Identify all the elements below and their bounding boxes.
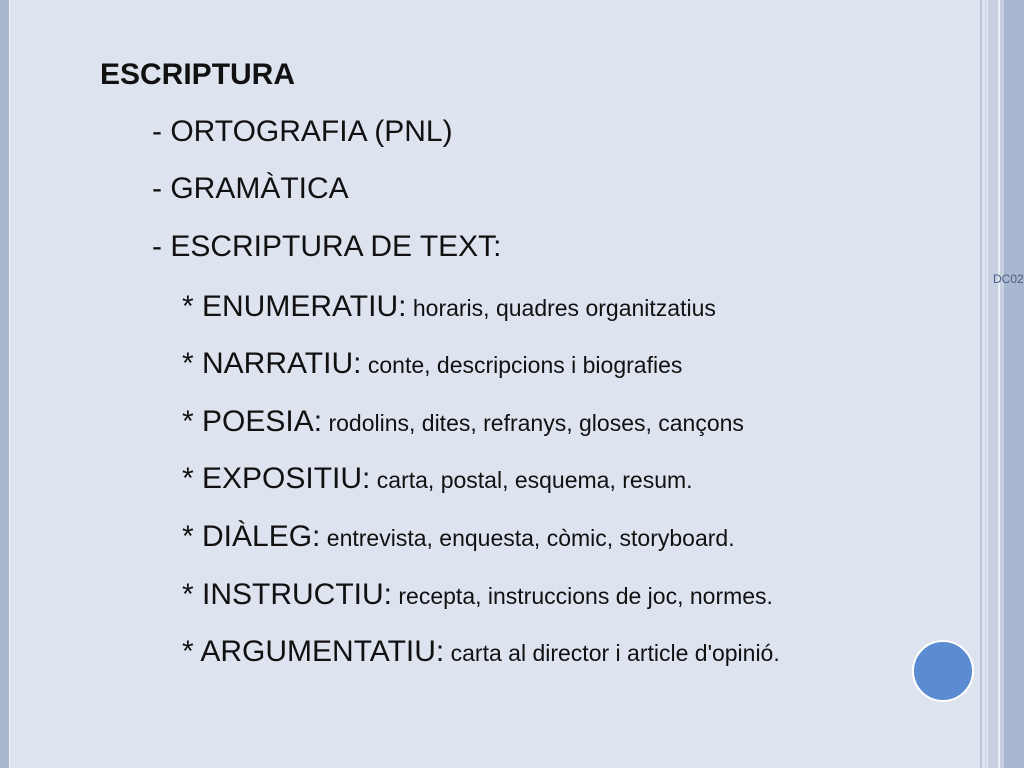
text-type-desc: carta al director i article d'opinió. [444, 640, 780, 666]
text-type-desc: conte, descripcions i biografies [361, 352, 683, 378]
text-type-desc: carta, postal, esquema, resum. [370, 467, 693, 493]
text-type-item [182, 464, 693, 494]
text-type-term: * DIÀLEG: [182, 520, 321, 553]
decorative-circle [912, 640, 974, 702]
text-type-item [182, 407, 744, 437]
text-type-term: * ENUMERATIU: [182, 290, 407, 323]
right-panel-band [1004, 0, 1024, 768]
text-type-desc: entrevista, enquesta, còmic, storyboard. [320, 525, 735, 551]
right-divider-line-thin [985, 0, 986, 768]
text-type-item [182, 522, 735, 552]
text-type-term: * POESIA: [182, 405, 323, 438]
text-type-item [182, 349, 682, 379]
subitem-escriptura-text: - ESCRIPTURA DE TEXT: [152, 230, 502, 263]
text-type-item [182, 637, 780, 667]
text-type-term: * EXPOSITIU: [182, 462, 371, 495]
text-type-desc: recepta, instruccions de joc, normes. [392, 583, 773, 609]
text-type-item [182, 292, 716, 322]
right-panel-stripe [998, 0, 1000, 768]
subitem-gramatica: - GRAMÀTICA [152, 172, 349, 205]
slide-title: ESCRIPTURA [100, 58, 296, 91]
side-label: DC02 [993, 272, 1024, 286]
right-divider-line [980, 0, 982, 768]
text-type-term: * ARGUMENTATIU: [182, 635, 445, 668]
text-type-term: * NARRATIU: [182, 347, 362, 380]
subitem-ortografia: - ORTOGRAFIA (PNL) [152, 115, 453, 148]
text-type-desc: rodolins, dites, refranys, gloses, cançons [322, 410, 744, 436]
text-type-desc: horaris, quadres organitzatius [406, 295, 716, 321]
text-type-item [182, 580, 773, 610]
text-type-term: * INSTRUCTIU: [182, 578, 392, 611]
